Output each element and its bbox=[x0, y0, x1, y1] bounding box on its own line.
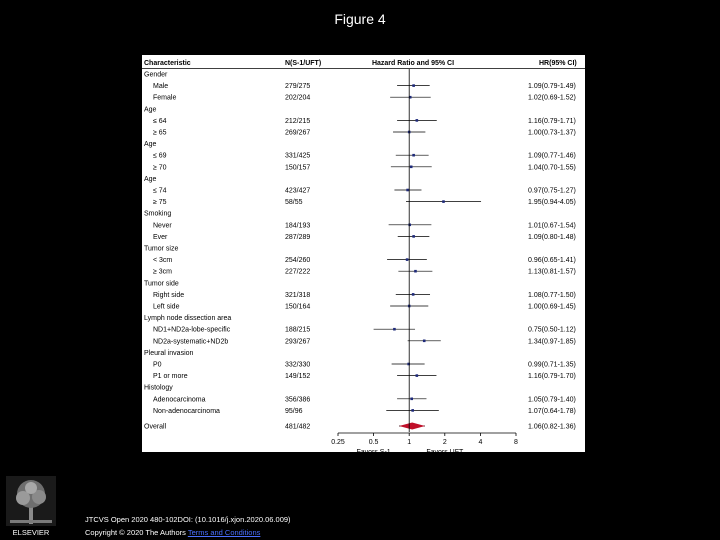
row-n: 188/215 bbox=[285, 326, 311, 334]
row-n: 150/164 bbox=[285, 303, 311, 311]
row-n: 212/215 bbox=[285, 117, 311, 125]
publisher-name: ELSEVIER bbox=[12, 528, 50, 537]
row-group-label: Histology bbox=[144, 384, 173, 392]
row-label: P1 or more bbox=[153, 373, 188, 381]
point-estimate bbox=[414, 270, 417, 273]
copyright-line bbox=[85, 528, 260, 537]
point-estimate bbox=[423, 340, 426, 343]
row-group-label: Smoking bbox=[144, 210, 172, 218]
row-label: Overall bbox=[144, 423, 167, 431]
row-label: ≥ 65 bbox=[153, 129, 167, 137]
row-hr-text: 1.07(0.64-1.78) bbox=[528, 407, 576, 415]
point-estimate bbox=[416, 119, 419, 122]
point-estimate bbox=[442, 200, 445, 203]
row-hr-text: 1.16(0.79-1.71) bbox=[528, 117, 576, 125]
row-hr-text: 1.01(0.67-1.54) bbox=[528, 222, 576, 230]
point-estimate bbox=[412, 154, 415, 157]
row-hr-text: 1.09(0.80-1.48) bbox=[528, 233, 576, 241]
row-group-label: Pleural invasion bbox=[144, 349, 194, 357]
favors-right-label: Favors UFT bbox=[426, 449, 464, 456]
row-n: 58/55 bbox=[285, 199, 303, 207]
row-label: P0 bbox=[153, 361, 162, 369]
row-n: 227/222 bbox=[285, 268, 311, 276]
point-estimate bbox=[393, 328, 396, 331]
favors-left-label: Favors S-1 bbox=[356, 449, 391, 456]
row-group-label: Age bbox=[144, 106, 157, 114]
row-label: Never bbox=[153, 222, 172, 230]
point-estimate bbox=[406, 189, 409, 192]
figure-title: Figure 4 bbox=[334, 11, 386, 27]
row-n: 269/267 bbox=[285, 129, 311, 137]
overall-estimate-diamond bbox=[399, 423, 425, 430]
point-estimate bbox=[411, 409, 414, 412]
row-n: 332/330 bbox=[285, 361, 311, 369]
point-estimate bbox=[412, 293, 415, 296]
row-n: 279/275 bbox=[285, 83, 311, 91]
x-axis-tick-label: 1 bbox=[407, 439, 412, 446]
row-label: Right side bbox=[153, 291, 185, 299]
citation-text: JTCVS Open 2020 480-102DOI: (10.1016/j.xjon.2020.06.009) bbox=[85, 515, 291, 524]
row-hr-text: 1.02(0.69-1.52) bbox=[528, 94, 576, 102]
row-n: 481/482 bbox=[285, 423, 311, 431]
row-group-label: Lymph node dissection area bbox=[144, 315, 232, 323]
point-estimate bbox=[410, 166, 413, 169]
row-n: 202/204 bbox=[285, 94, 311, 102]
row-label: Ever bbox=[153, 233, 168, 241]
x-axis-tick-label: 0.5 bbox=[368, 439, 379, 446]
x-axis-tick-label: 4 bbox=[478, 439, 483, 446]
point-estimate bbox=[410, 398, 413, 401]
row-hr-text: 0.97(0.75-1.27) bbox=[528, 187, 576, 195]
header-characteristic: Characteristic bbox=[144, 60, 191, 67]
row-n: 423/427 bbox=[285, 187, 311, 195]
row-label: ND2a-systematic+ND2b bbox=[153, 338, 229, 346]
x-axis-tick-label: 2 bbox=[442, 439, 447, 446]
elsevier-tree-logo bbox=[6, 476, 56, 538]
row-n: 149/152 bbox=[285, 373, 311, 381]
row-hr-text: 1.95(0.94-4.05) bbox=[528, 199, 576, 207]
row-n: 254/260 bbox=[285, 257, 311, 265]
forest-plot bbox=[142, 55, 585, 456]
row-n: 293/267 bbox=[285, 338, 311, 346]
row-hr-text: 1.08(0.77-1.50) bbox=[528, 291, 576, 299]
row-n: 356/386 bbox=[285, 396, 311, 404]
row-label: Non-adenocarcinoma bbox=[153, 407, 220, 415]
row-hr-text: 1.13(0.81-1.57) bbox=[528, 268, 576, 276]
row-hr-text: 1.06(0.82-1.36) bbox=[528, 423, 576, 431]
row-n: 287/289 bbox=[285, 233, 311, 241]
row-hr-text: 1.00(0.69-1.45) bbox=[528, 303, 576, 311]
header-n: N(S-1/UFT) bbox=[285, 60, 322, 67]
row-group-label: Tumor size bbox=[144, 245, 179, 253]
row-n: 321/318 bbox=[285, 291, 311, 299]
row-hr-text: 1.09(0.77-1.46) bbox=[528, 152, 576, 160]
row-group-label: Age bbox=[144, 141, 157, 149]
row-n: 150/157 bbox=[285, 164, 311, 172]
x-axis-tick-label: 0.25 bbox=[331, 439, 345, 446]
header-hr-ci: HR(95% CI) bbox=[539, 60, 577, 67]
row-group-label: Gender bbox=[144, 71, 168, 79]
row-label: ≤ 69 bbox=[153, 152, 167, 160]
row-group-label: Tumor side bbox=[144, 280, 179, 288]
row-label: ND1+ND2a-lobe-specific bbox=[153, 326, 231, 334]
row-label: Female bbox=[153, 94, 177, 102]
point-estimate bbox=[412, 235, 415, 238]
row-label: Adenocarcinoma bbox=[153, 396, 206, 404]
row-label: < 3cm bbox=[153, 257, 173, 265]
row-hr-text: 1.09(0.79-1.49) bbox=[528, 83, 576, 91]
row-n: 95/96 bbox=[285, 407, 303, 415]
point-estimate bbox=[416, 374, 419, 377]
row-hr-text: 1.05(0.79-1.40) bbox=[528, 396, 576, 404]
row-n: 331/425 bbox=[285, 152, 311, 160]
row-label: ≥ 3cm bbox=[153, 268, 173, 276]
point-estimate bbox=[412, 84, 415, 87]
x-axis-tick-label: 8 bbox=[514, 439, 518, 446]
row-label: ≥ 75 bbox=[153, 199, 167, 207]
row-hr-text: 1.34(0.97-1.85) bbox=[528, 338, 576, 346]
row-hr-text: 1.16(0.79-1.70) bbox=[528, 373, 576, 381]
row-label: Male bbox=[153, 83, 169, 91]
row-group-label: Age bbox=[144, 175, 157, 183]
row-label: ≤ 64 bbox=[153, 117, 167, 125]
copyright-text: Copyright © 2020 The Authors bbox=[85, 528, 186, 537]
row-label: Left side bbox=[153, 303, 180, 311]
row-label: ≥ 70 bbox=[153, 164, 167, 172]
row-hr-text: 0.75(0.50-1.12) bbox=[528, 326, 576, 334]
row-hr-text: 0.99(0.71-1.35) bbox=[528, 361, 576, 369]
row-hr-text: 0.96(0.65-1.41) bbox=[528, 257, 576, 265]
row-label: ≤ 74 bbox=[153, 187, 167, 195]
forest-plot-panel bbox=[142, 55, 585, 456]
header-hazard-ratio: Hazard Ratio and 95% CI bbox=[371, 60, 455, 67]
terms-link[interactable]: Terms and Conditions bbox=[187, 528, 261, 537]
row-hr-text: 1.04(0.70-1.55) bbox=[528, 164, 576, 172]
row-hr-text: 1.00(0.73-1.37) bbox=[528, 129, 576, 137]
row-n: 184/193 bbox=[285, 222, 311, 230]
point-estimate bbox=[406, 258, 409, 261]
